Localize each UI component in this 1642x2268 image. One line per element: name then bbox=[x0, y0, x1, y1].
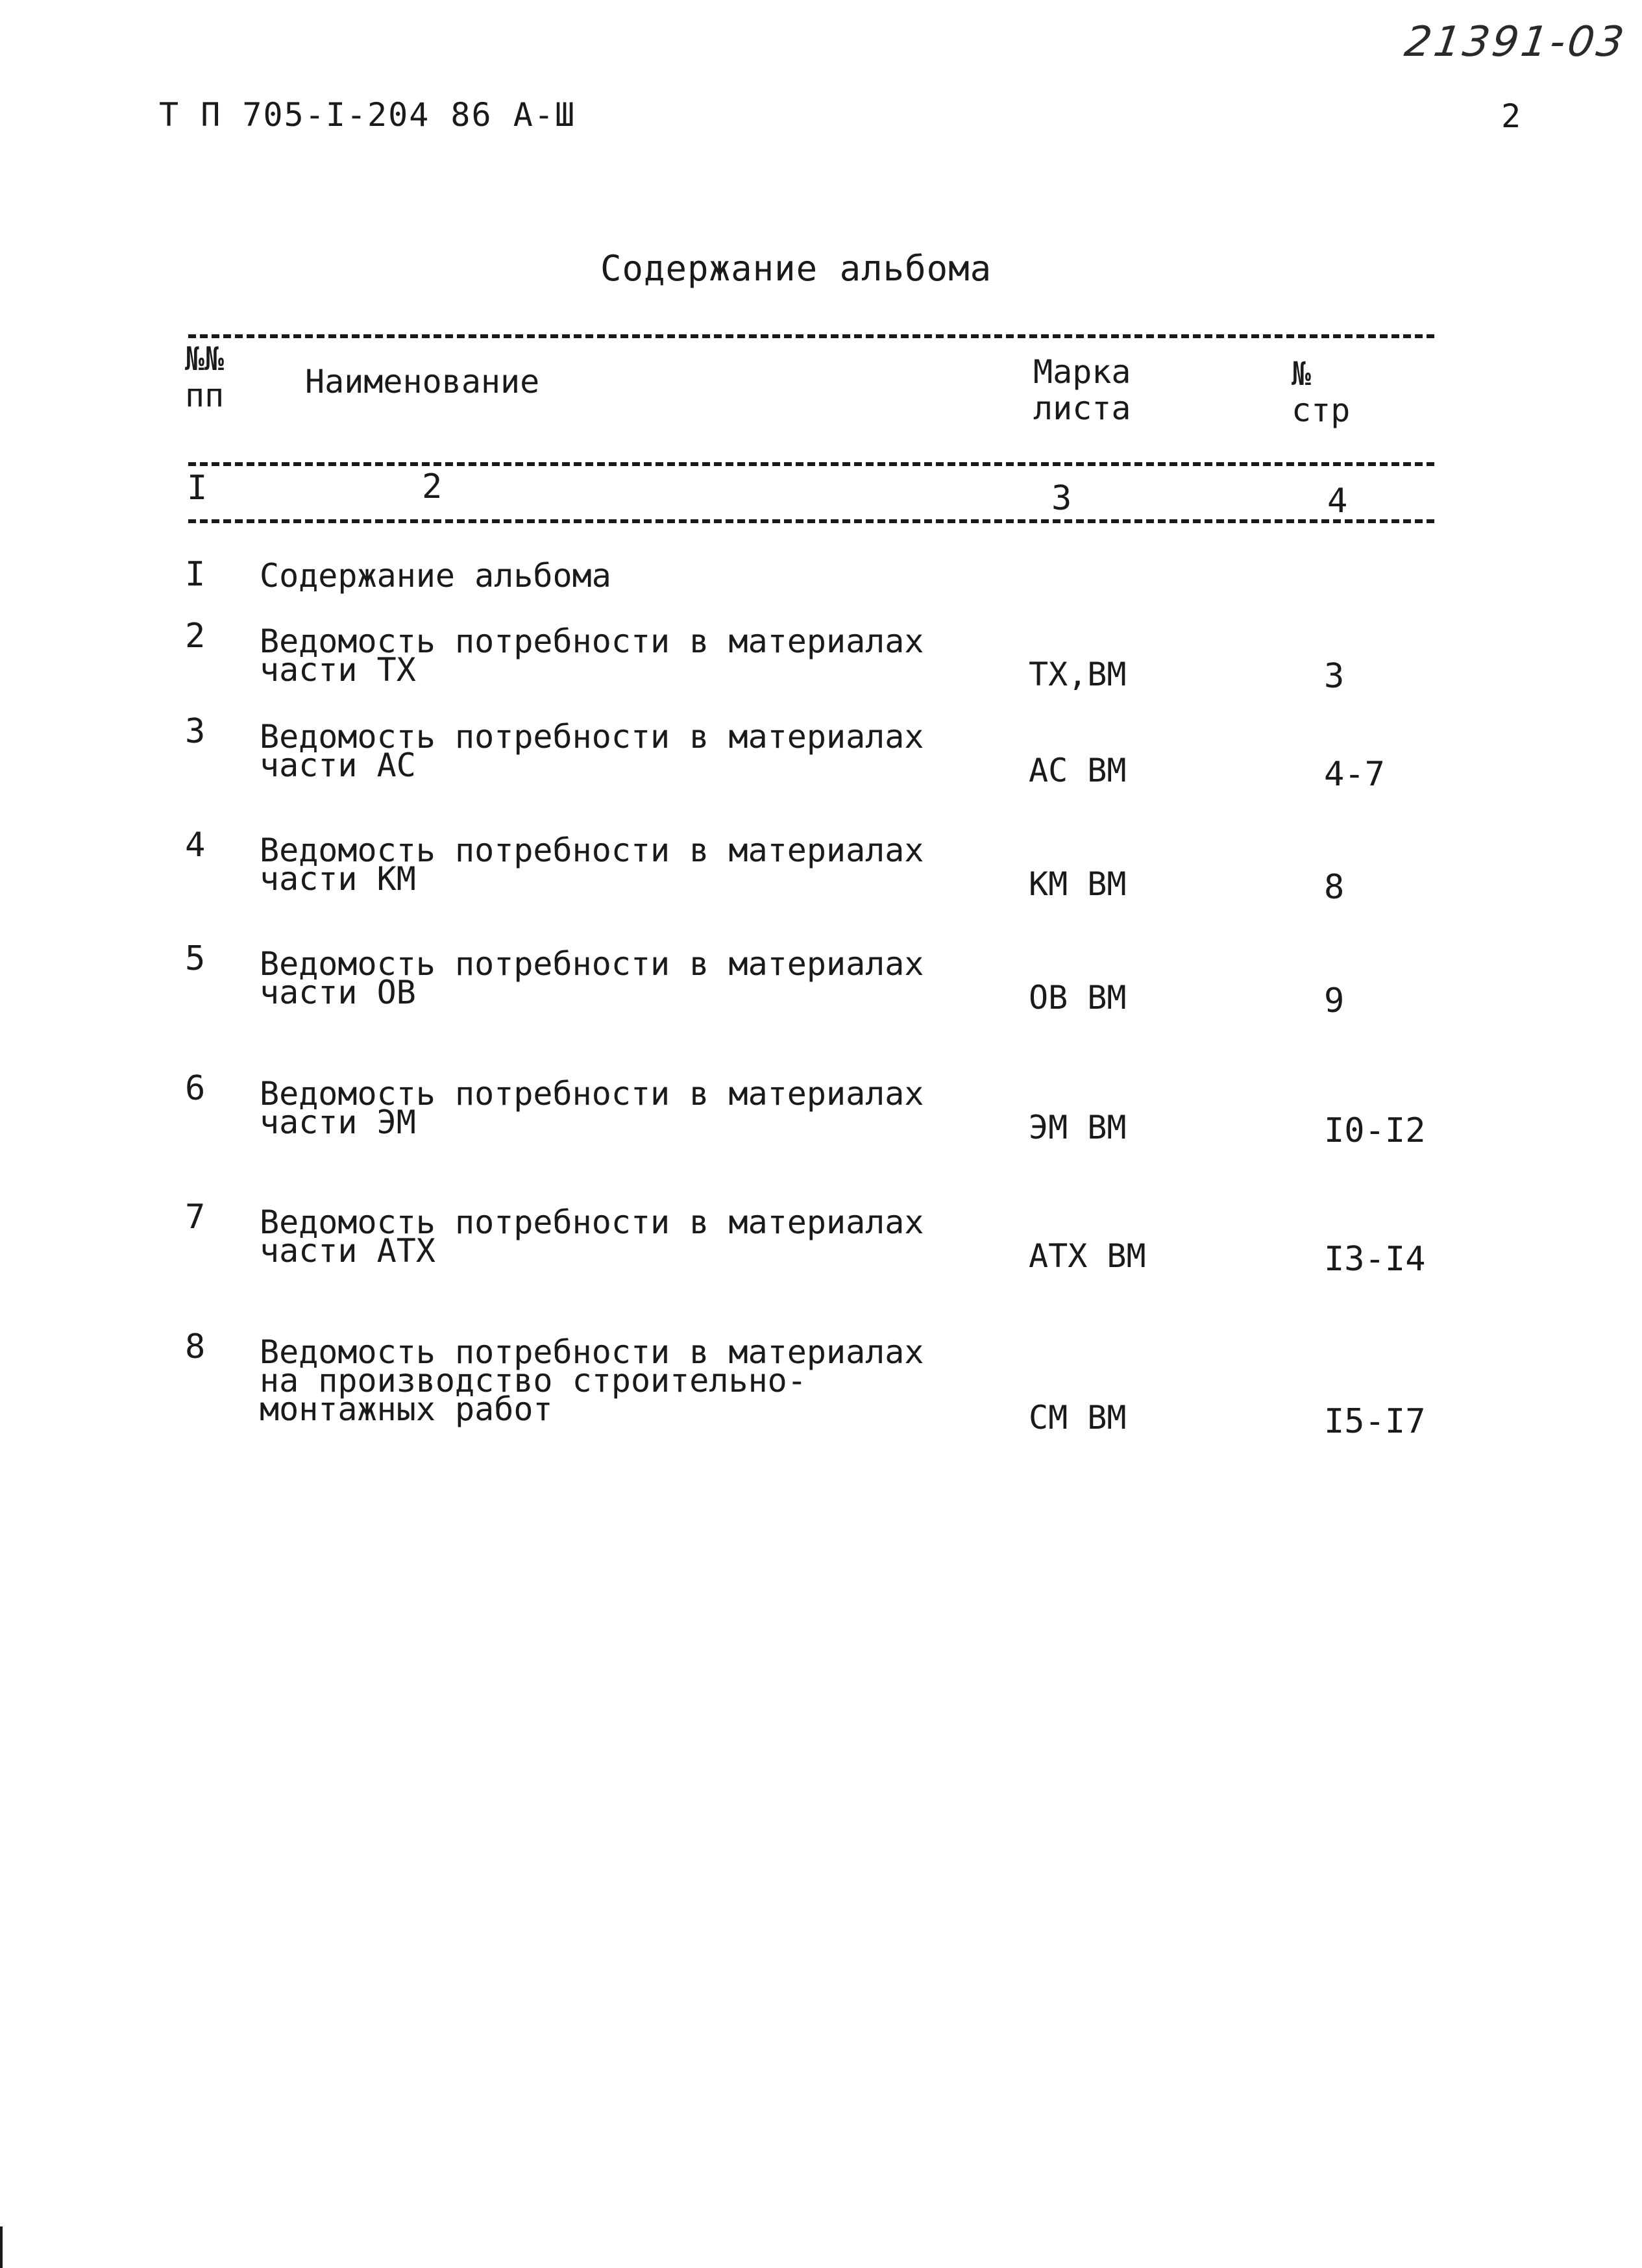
row-name: Ведомость потребности в материалах части КМ bbox=[260, 832, 924, 898]
row-sheet-mark: КМ ВМ bbox=[1029, 865, 1127, 903]
column-header-number bbox=[185, 341, 224, 413]
page-number: 2 bbox=[1501, 97, 1521, 135]
row-pages: I5-I7 bbox=[1324, 1402, 1426, 1441]
row-number: 6 bbox=[185, 1069, 206, 1108]
row-number: 4 bbox=[185, 826, 206, 865]
row-name: Ведомость потребности в материалах части АС bbox=[260, 718, 924, 784]
document-code: Т П 705-I-204 86 А-Ш bbox=[159, 96, 576, 134]
column-header-page bbox=[1292, 356, 1350, 428]
column-header-mark-line2: листа bbox=[1033, 389, 1131, 427]
row-pages: I0-I2 bbox=[1324, 1111, 1426, 1150]
column-header-number-line1: №№ bbox=[185, 340, 225, 378]
row-sheet-mark: ТХ,ВМ bbox=[1029, 656, 1127, 693]
row-number: 2 bbox=[185, 617, 206, 656]
row-pages: 8 bbox=[1324, 868, 1345, 907]
row-sheet-mark: ЭМ ВМ bbox=[1029, 1109, 1127, 1146]
column-header-page-line1: № bbox=[1292, 355, 1312, 393]
row-number: 3 bbox=[185, 712, 206, 751]
row-number: I bbox=[185, 555, 206, 594]
row-pages: 3 bbox=[1324, 657, 1345, 696]
row-pages: 9 bbox=[1324, 981, 1345, 1020]
row-sheet-mark: СМ ВМ bbox=[1029, 1399, 1127, 1436]
row-name: Ведомость потребности в материалах части ОВ bbox=[260, 945, 924, 1011]
row-name: Содержание альбома bbox=[260, 557, 611, 595]
row-name: Ведомость потребности в материалах части ТХ bbox=[260, 622, 924, 689]
column-header-mark-line1: Марка bbox=[1033, 353, 1131, 391]
row-sheet-mark: АТХ ВМ bbox=[1029, 1237, 1146, 1275]
column-number-3: 3 bbox=[1051, 479, 1072, 518]
row-sheet-mark: ОВ ВМ bbox=[1029, 979, 1127, 1017]
row-name: Ведомость потребности в материалах на производство строительно- монтажных работ bbox=[260, 1333, 924, 1428]
row-pages: 4-7 bbox=[1324, 755, 1385, 794]
column-header-sheet-mark bbox=[1033, 354, 1131, 426]
column-number-4: 4 bbox=[1327, 482, 1348, 521]
row-sheet-mark: АС ВМ bbox=[1029, 752, 1127, 789]
row-number: 8 bbox=[185, 1327, 206, 1366]
row-number: 5 bbox=[185, 939, 206, 978]
album-title: Содержание альбома bbox=[600, 248, 992, 289]
column-numbers-bottom-rule bbox=[188, 519, 1434, 523]
binding-margin-mark bbox=[0, 2226, 3, 2268]
row-pages: I3-I4 bbox=[1324, 1240, 1426, 1279]
row-name: Ведомость потребности в материалах части ЭМ bbox=[260, 1075, 924, 1141]
column-header-page-line2: стр bbox=[1292, 391, 1351, 429]
column-number-2: 2 bbox=[422, 467, 443, 506]
row-name: Ведомость потребности в материалах части АТХ bbox=[260, 1203, 924, 1270]
table-top-rule bbox=[188, 334, 1434, 338]
column-number-1: I bbox=[187, 469, 208, 508]
column-header-number-line2: пп bbox=[185, 376, 225, 414]
archive-stamp-number: 21391-03 bbox=[1401, 18, 1630, 66]
header-bottom-rule bbox=[188, 462, 1434, 466]
column-header-name: Наименование bbox=[305, 363, 540, 401]
row-number: 7 bbox=[185, 1198, 206, 1237]
